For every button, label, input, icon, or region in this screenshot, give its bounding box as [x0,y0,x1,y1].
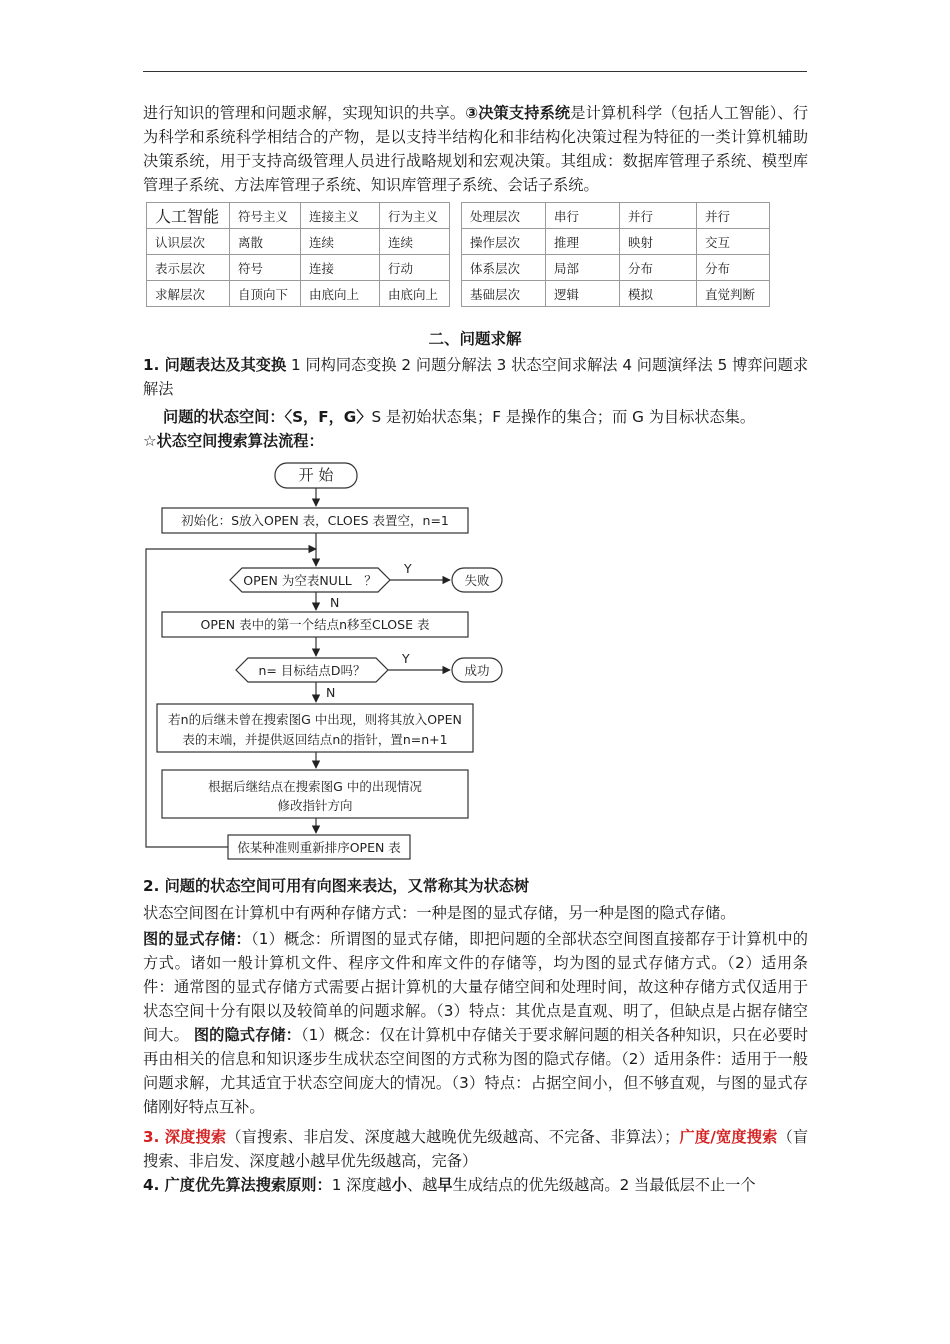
intro-text-c: 是计算机科学（包括人工智能）、行为科学和系统科学相结合的产物，是以支持半结构化和非结构化决策过程为特征的一类计算机辅助决策系统，用于支持高级管理人员进行战略规划和宏观决策。其组成：数据库管理子系统、模型库管理子系统、方法库管理子系统、知识库管理子系统、会话子系统。 [143,104,809,194]
state-tree-heading-paragraph [143,874,808,898]
state-space-heading: 问题的状态空间：〈S，F，G〉 [163,408,372,426]
flow-title-text: ☆状态空间搜索算法流程： [143,432,324,450]
problem-repr-text: 1 同构同态变换 2 问题分解法 3 状态空间求解法 4 问题演绎法 5 博弈问题求解法 [143,356,809,398]
modify-label-1: 根据后继结点在搜索图G 中的出现情况 [208,779,422,794]
table-cell: 行动 [380,255,450,281]
table-cell: 由底向上 [301,281,380,307]
table-cell: 离散 [230,229,301,255]
search-flowchart [140,458,520,872]
yes-label-1: Y [404,561,412,576]
decision2-label: n= 目标结点D吗？ [258,663,366,678]
ai-schools-table-body [147,203,450,307]
explicit-storage-text: （1）概念：所谓图的显式存储，即把问题的全部状态空间图直接都存于计算机中的方式。诸如一般计算机文件、程序文件和库文件的存储等，均为图的显式存储方式。（2）适用条件：通常图的显式存储方式需要占据计算机的大量存储空间和处理时间，故这种存储方式仅适用于状态空间十分有限以及较简单的问题求解。（3）特点：其优点是直观、明了，但缺点是占据存储空间大。 [143,930,808,1044]
table-cell: 逻辑 [546,281,620,307]
move-label: OPEN 表中的第一个结点n移至CLOSE 表 [200,617,430,632]
breadth-search-text: （盲搜索、非启发、深度越小越早优先级越高，完备） [143,1128,809,1170]
implicit-storage-text: （1）概念：仅在计算机中存储关于要求解问题的相关各种知识，只在必要时再由相关的信息和知识逐步生成状态空间图的方式称为图的隐式存储。（2）适用条件：适用于一般问题求解，尤其适宜于状态空间庞大的情况。（3）特点：占据空间小，但不够直观，与图的显式存储刚好特点互补。 [143,1026,809,1116]
section-title: 二、问题求解 [428,330,522,348]
table-cell: 体系层次 [462,255,546,281]
problem-repr-heading: 1. 问题表达及其变换 [143,356,287,374]
state-space-text: S 是初始状态集；F 是操作的集合；而 G 为目标状态集。 [371,408,756,426]
success-label: 成功 [464,663,490,678]
no-label-1: N [330,595,340,610]
bfs-rule-bold-1: 小 [391,1176,407,1194]
table-cell: 连接 [301,255,380,281]
table-row [147,255,450,281]
flow-title [143,429,808,453]
table-cell: 基础层次 [462,281,546,307]
table-cell: 模拟 [620,281,697,307]
table-row [462,229,770,255]
intro-paragraph [143,101,808,197]
levels-table [461,202,770,307]
table-cell: 行为主义 [380,203,450,229]
table-cell: 认识层次 [147,229,230,255]
table-cell: 串行 [546,203,620,229]
problem-repr-paragraph [143,353,808,401]
table-cell: 操作层次 [462,229,546,255]
fail-label: 失败 [464,573,490,588]
table-row [147,281,450,307]
depth-search-paragraph [143,1125,808,1173]
resort-label: 依某种准则重新排序OPEN 表 [237,840,401,855]
bfs-rule-bold-2: 早 [437,1176,453,1194]
depth-search-heading: 3. 深度搜索 [143,1128,227,1146]
table-cell: 推理 [546,229,620,255]
table-cell: 自顶向下 [230,281,301,307]
intro-text-a: 进行知识的管理和问题求解，实现知识的共享。 [143,104,466,122]
flowchart-svg [140,458,520,868]
levels-table-body [462,203,770,307]
bfs-rule-text-2: 、越 [406,1176,438,1194]
implicit-storage-label: 图的隐式存储： [193,1026,301,1044]
table-cell: 符号 [230,255,301,281]
state-tree-heading: 2. 问题的状态空间可用有向图来表达，又常称其为状态树 [143,877,530,895]
expand-label-1: 若n的后继未曾在搜索图G 中出现，则将其放入OPEN [168,712,462,727]
init-label: 初始化：S放入OPEN 表，CLOES 表置空，n=1 [181,513,449,528]
table-cell: 交互 [697,229,770,255]
table-cell: 局部 [546,255,620,281]
table-cell: 并行 [620,203,697,229]
table-cell: 分布 [620,255,697,281]
bfs-rule-text-3: 生成结点的优先级越高。2 当最低层不止一个 [452,1176,756,1194]
dss-term: ③决策支持系统 [465,104,571,122]
table-cell: 连接主义 [301,203,380,229]
table-row [462,203,770,229]
storage-paragraph [143,927,808,1119]
state-space-paragraph [163,405,808,429]
table-cell: 并行 [697,203,770,229]
header-rule [143,71,807,72]
table-cell: 符号主义 [230,203,301,229]
bfs-rule-paragraph [143,1173,808,1197]
ai-schools-table [146,202,450,307]
table-cell: 连续 [301,229,380,255]
table-cell: 直觉判断 [697,281,770,307]
depth-search-text: （盲搜索、非启发、深度越大越晚优先级越高、不完备、非算法）； [226,1128,680,1146]
table-cell: 由底向上 [380,281,450,307]
start-label: 开 始 [298,466,334,484]
table-row [147,203,450,229]
table-cell: 表示层次 [147,255,230,281]
bfs-rule-text-1: 1 深度越 [331,1176,392,1194]
modify-label-2: 修改指针方向 [277,798,353,813]
bfs-rule-heading: 4. 广度优先算法搜索原则： [143,1176,332,1194]
table-cell: 求解层次 [147,281,230,307]
table-row [462,281,770,307]
breadth-search-heading: 广度/宽度搜索 [679,1128,778,1146]
decision1-label: OPEN 为空表NULL ？ [243,573,377,588]
table-cell: 分布 [697,255,770,281]
table-cell: 人工智能 [147,203,230,229]
no-label-2: N [326,685,336,700]
table-cell: 处理层次 [462,203,546,229]
explicit-storage-label: 图的显式存储： [143,930,251,948]
yes-label-2: Y [402,651,410,666]
table-row [462,255,770,281]
table-row [147,229,450,255]
table-cell: 连续 [380,229,450,255]
storage-intro: 状态空间图在计算机中有两种存储方式：一种是图的显式存储，另一种是图的隐式存储。 [143,904,736,922]
table-cell: 映射 [620,229,697,255]
expand-label-2: 表的末端，并提供返回结点n的指针，置n=n+1 [182,732,448,747]
